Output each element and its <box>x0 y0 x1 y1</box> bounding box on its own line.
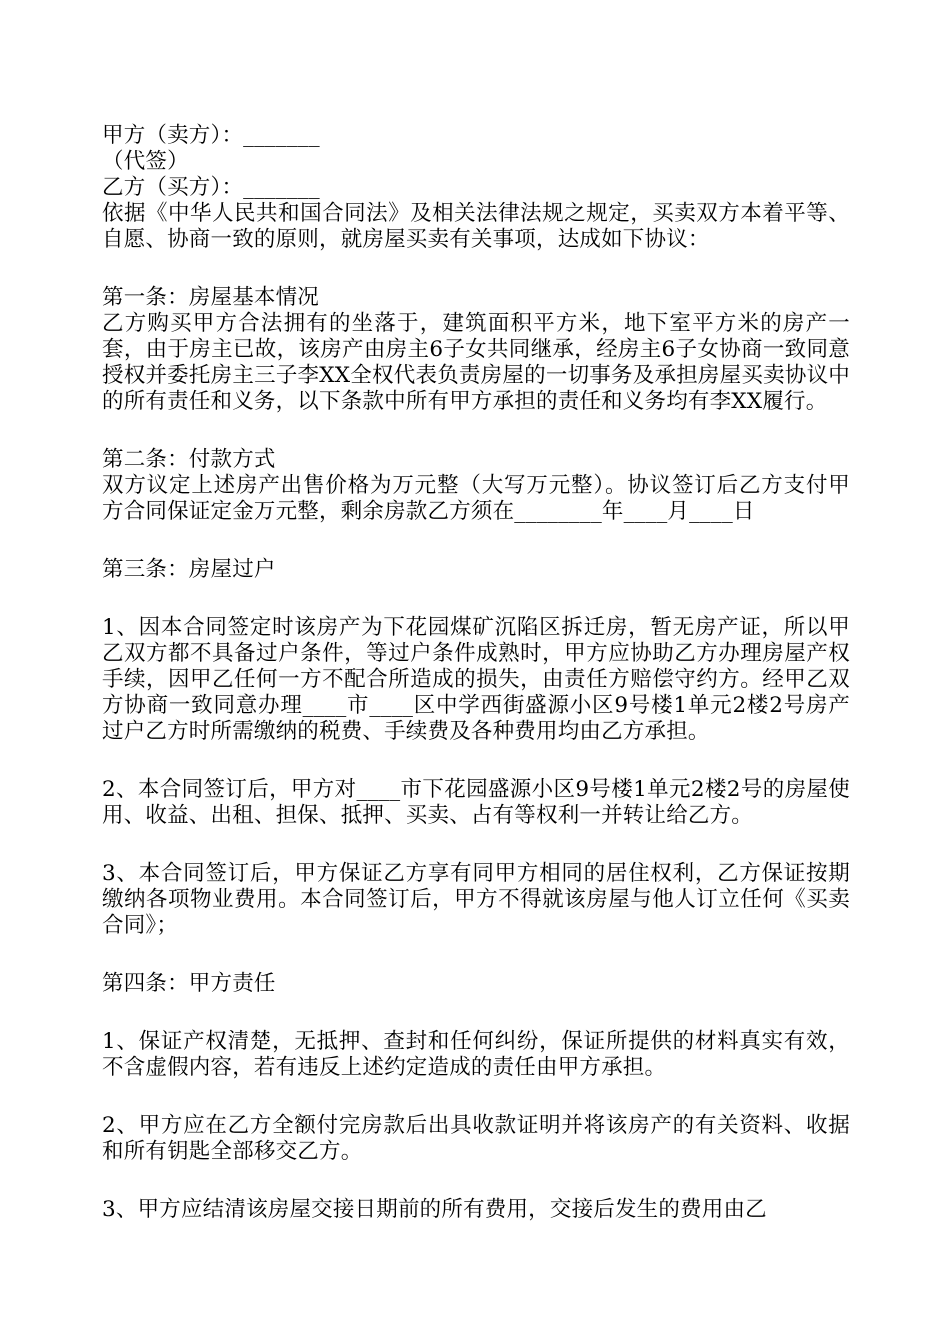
spacer <box>102 525 850 557</box>
article-2-body: 双方议定上述房产出售价格为万元整（大写万元整）。协议签订后乙方支付甲方合同保证定金万元整，剩余房款乙方须在________年____月____日 <box>102 473 850 524</box>
spacer <box>102 997 850 1029</box>
spacer <box>102 583 850 615</box>
proxy-line: （代签） <box>102 149 189 174</box>
article-1-body: 乙方购买甲方合法拥有的坐落于，建筑面积平方米，地下室平方米的房产一套，由于房主已故，该房产由房主6子女共同继承，经房主6子女协商一致同意授权并委托房主三子李XX全权代表负责房屋的一切事务及承担房屋买卖协议中的所有责任和义务，以下条款中所有甲方承担的责任和义务均有李XX履行。 <box>102 311 850 414</box>
party-a-line: 甲方（卖方）：_______ <box>102 123 320 148</box>
spacer <box>102 1081 850 1113</box>
spacer <box>102 745 850 777</box>
contract-document <box>102 123 850 1223</box>
article-3-item-2: 2、本合同签订后，甲方对____市下花园盛源小区9号楼1单元2楼2号的房屋使用、收益、出租、担保、抵押、买卖、占有等权利一并转让给乙方。 <box>102 777 850 828</box>
article-4-item-2: 2、甲方应在乙方全额付完房款后出具收款证明并将该房产的有关资料、收据和所有钥匙全部移交乙方。 <box>102 1113 850 1164</box>
party-b-line: 乙方（买方）：_______ <box>102 175 320 200</box>
spacer <box>102 415 850 447</box>
article-1-title: 第一条：房屋基本情况 <box>102 285 320 310</box>
spacer <box>102 253 850 285</box>
spacer <box>102 939 850 971</box>
intro-paragraph: 依据《中华人民共和国合同法》及相关法律法规之规定，买卖双方本着平等、自愿、协商一致的原则，就房屋买卖有关事项，达成如下协议： <box>102 201 850 252</box>
article-3-item-1: 1、因本合同签定时该房产为下花园煤矿沉陷区拆迁房，暂无房产证，所以甲乙双方都不具备过户条件，等过户条件成熟时，甲方应协助乙方办理房屋产权手续，因甲乙任何一方不配合所造成的损失，由责任方赔偿守约方。经甲乙双方协商一致同意办理____市____区中学西街盛源小区9号楼1单元2楼2号房产过户乙方时所需缴纳的税费、手续费及各种费用均由乙方承担。 <box>102 615 850 744</box>
article-4-title: 第四条：甲方责任 <box>102 971 276 996</box>
article-3-item-3: 3、本合同签订后，甲方保证乙方享有同甲方相同的居住权利，乙方保证按期缴纳各项物业费用。本合同签订后，甲方不得就该房屋与他人订立任何《买卖合同》； <box>102 861 850 938</box>
article-4-item-3: 3、甲方应结清该房屋交接日期前的所有费用，交接后发生的费用由乙 <box>102 1197 767 1222</box>
article-4-item-1: 1、保证产权清楚，无抵押、查封和任何纠纷，保证所提供的材料真实有效，不含虚假内容，若有违反上述约定造成的责任由甲方承担。 <box>102 1029 850 1080</box>
article-2-title: 第二条：付款方式 <box>102 447 276 472</box>
spacer <box>102 829 850 861</box>
spacer <box>102 1165 850 1197</box>
article-3-title: 第三条：房屋过户 <box>102 557 276 582</box>
